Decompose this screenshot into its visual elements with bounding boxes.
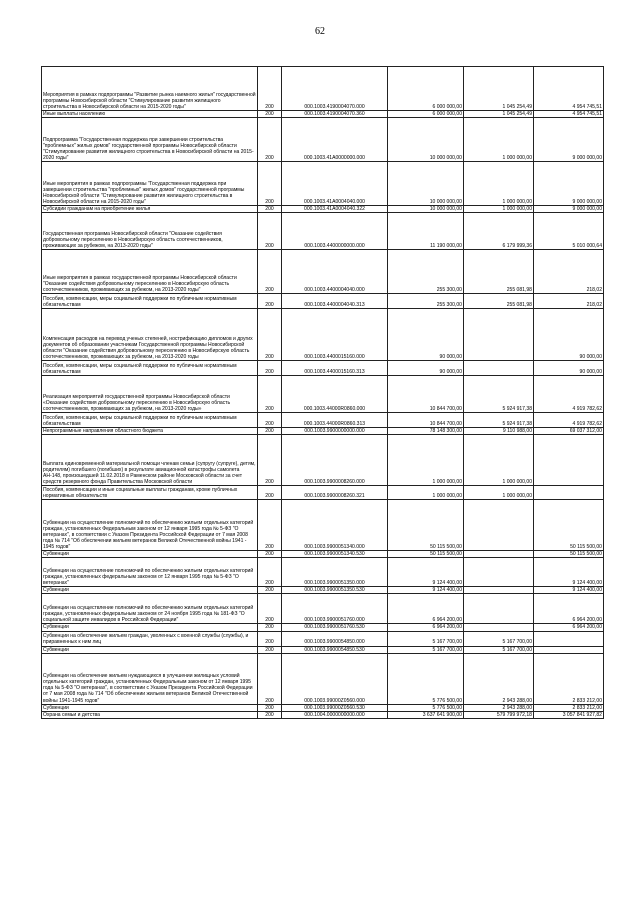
table-row: [42, 67, 604, 111]
row-executed-amount: 5 167 700,00: [464, 646, 534, 653]
row-name: Иные выплаты населению: [42, 111, 258, 118]
row-executed-amount: 1 000 000,00: [464, 486, 534, 500]
row-remaining-amount: 218,02: [534, 294, 604, 309]
row-name: Подпрограмма "Государственная поддержка при завершении строительства "проблемных" жилых домов" государственной программы Новосибирской области "Стимулирование развития жилищного строительства в Новосибирской области на 2015-2020 годы": [42, 118, 258, 162]
row-kbk: 000.1003.99000Z0560.530: [282, 704, 388, 711]
row-plan-amount: 90 000,00: [388, 309, 464, 361]
row-name: Непрограммные направления областного бюджета: [42, 428, 258, 435]
row-kbk: 000.1003.9900051340.000: [282, 500, 388, 551]
row-executed-amount: [464, 624, 534, 631]
budget-table-body: [42, 67, 604, 719]
row-plan-amount: 10 000 000,00: [388, 118, 464, 162]
row-code: 200: [258, 587, 282, 594]
row-remaining-amount: 2 833 212,00: [534, 704, 604, 711]
row-remaining-amount: 6 964 200,00: [534, 624, 604, 631]
row-name: Субвенции: [42, 704, 258, 711]
row-plan-amount: 90 000,00: [388, 361, 464, 376]
row-remaining-amount: 2 833 212,00: [534, 653, 604, 704]
row-name: Субвенции: [42, 646, 258, 653]
row-remaining-amount: 3 057 841 927,82: [534, 711, 604, 718]
row-plan-amount: 255 300,00: [388, 294, 464, 309]
row-plan-amount: 5 167 700,00: [388, 646, 464, 653]
row-remaining-amount: 9 000 000,00: [534, 162, 604, 206]
row-remaining-amount: 69 037 312,00: [534, 428, 604, 435]
row-name: Субвенции на осуществление полномочий по обеспечению жильем отдельных категорий граждан, установленных Федеральным законом от 12 января 1995 года № 5-ФЗ "О ветеранах", в соответствии с Указом Президента Российской Федерации от 7 мая 2008 года № 714 "Об обеспечении жильем ветеранов Великой Отечественной войны 1941 - 1945 годов": [42, 500, 258, 551]
row-kbk: 000.1003.4400004040.000: [282, 250, 388, 294]
row-name: Субвенции: [42, 587, 258, 594]
row-code: 200: [258, 206, 282, 213]
row-plan-amount: 255 300,00: [388, 250, 464, 294]
table-row: [42, 704, 604, 711]
row-plan-amount: 9 124 400,00: [388, 558, 464, 587]
table-row: [42, 631, 604, 646]
page-number: 62: [315, 26, 325, 37]
row-plan-amount: 10 000 000,00: [388, 162, 464, 206]
row-kbk: 000.1003.9900000000.000: [282, 428, 388, 435]
row-remaining-amount: 50 115 500,00: [534, 500, 604, 551]
row-remaining-amount: [534, 631, 604, 646]
row-executed-amount: 255 081,98: [464, 250, 534, 294]
row-kbk: 000.1003.9900051760.000: [282, 594, 388, 624]
row-kbk: 000.1003.44000R0860.313: [282, 413, 388, 428]
table-row: [42, 376, 604, 413]
row-code: 200: [258, 594, 282, 624]
row-name: Пособия, компенсации и иные социальные выплаты гражданам, кроме публичных нормативных обязательств: [42, 486, 258, 500]
row-remaining-amount: 4 919 782,62: [534, 413, 604, 428]
table-row: [42, 428, 604, 435]
row-code: 200: [258, 704, 282, 711]
row-code: 200: [258, 213, 282, 250]
row-code: 200: [258, 435, 282, 486]
row-name: Субвенции на осуществление полномочий по обеспечению жильем отдельных категорий граждан, установленных федеральным законом от 12 января 1995 года № 5-ФЗ "О ветеранах": [42, 558, 258, 587]
table-row: [42, 624, 604, 631]
row-plan-amount: 10 000 000,00: [388, 206, 464, 213]
row-plan-amount: 6 964 200,00: [388, 624, 464, 631]
table-row: [42, 646, 604, 653]
row-code: 200: [258, 500, 282, 551]
row-name: Компенсация расходов на перевод ученых степеней, нострификацию дипломов и других документов об образовании участникам Государственной программы Новосибирской области "Оказание содействия добровольному переселению в Новосибирскую область соотечественников, проживающих за рубежом, на 2013-2020 годы: [42, 309, 258, 361]
row-executed-amount: 1 000 000,00: [464, 162, 534, 206]
row-kbk: 000.1003.4400015160.000: [282, 309, 388, 361]
row-plan-amount: 10 844 700,00: [388, 376, 464, 413]
row-executed-amount: 9 110 988,00: [464, 428, 534, 435]
row-remaining-amount: [534, 486, 604, 500]
row-plan-amount: 5 167 700,00: [388, 631, 464, 646]
row-executed-amount: 579 799 972,18: [464, 711, 534, 718]
row-name: Мероприятия в рамках подпрограммы "Развитие рынка наемного жилья" государственной программы Новосибирской области "Стимулирование развития жилищного строительства в Новосибирской области на 2015-2020 годы": [42, 67, 258, 111]
row-kbk: 000.1003.41А0004040.000: [282, 162, 388, 206]
row-code: 200: [258, 558, 282, 587]
table-row: [42, 213, 604, 250]
row-code: 200: [258, 646, 282, 653]
row-kbk: 000.1003.9900051350.000: [282, 558, 388, 587]
row-name: Пособия, компенсации, меры социальной поддержки по публичным нормативным обязательствам: [42, 294, 258, 309]
row-executed-amount: 1 045 254,49: [464, 67, 534, 111]
row-code: 200: [258, 653, 282, 704]
row-executed-amount: [464, 594, 534, 624]
row-plan-amount: 6 000 000,00: [388, 111, 464, 118]
row-kbk: 000.1003.41А0004040.322: [282, 206, 388, 213]
row-executed-amount: [464, 551, 534, 558]
row-executed-amount: 5 167 700,00: [464, 631, 534, 646]
row-remaining-amount: 9 000 000,00: [534, 206, 604, 213]
row-name: Иные мероприятия в рамках государственной программы Новосибирской области "Оказание содействия добровольному переселению в Новосибирскую область соотечественников, проживающих за рубежом, на 2013-2020 годы": [42, 250, 258, 294]
row-executed-amount: [464, 558, 534, 587]
table-row: [42, 711, 604, 718]
row-code: 200: [258, 428, 282, 435]
row-kbk: 000.1003.4400004040.313: [282, 294, 388, 309]
row-code: 200: [258, 711, 282, 718]
row-plan-amount: 3 637 641 900,00: [388, 711, 464, 718]
row-name: Субвенции на обеспечение жильем нуждающихся в улучшении жилищных условий отдельных категорий граждан, установленных Федеральным законом от 12 января 1995 года № 5-ФЗ "О ветеранах", в соответствии с Указом Президента Российской Федерации от 7 мая 2008 года № 714 "Об обеспечении жильем ветеранов Великой Отечественной войны 1941-1945 годов": [42, 653, 258, 704]
table-row: [42, 118, 604, 162]
row-executed-amount: 1 000 000,00: [464, 118, 534, 162]
row-code: 200: [258, 294, 282, 309]
row-name: Государственная программа Новосибирской области "Оказание содействия добровольному переселению в Новосибирскую область соотечественников, проживающих за рубежом, на 2013-2020 годы": [42, 213, 258, 250]
row-plan-amount: 9 124 400,00: [388, 587, 464, 594]
table-row: [42, 309, 604, 361]
row-code: 200: [258, 309, 282, 361]
row-executed-amount: [464, 587, 534, 594]
row-plan-amount: 5 776 500,00: [388, 704, 464, 711]
row-kbk: 000.1003.4400015160.313: [282, 361, 388, 376]
row-plan-amount: 6 000 000,00: [388, 67, 464, 111]
row-executed-amount: 2 943 288,00: [464, 704, 534, 711]
table-row: [42, 111, 604, 118]
row-name: Субвенции на осуществление полномочий по обеспечению жильем отдельных категорий граждан, установленных федеральным законом от 24 ноября 1995 года № 181-ФЗ "О социальной защите инвалидов в Российской Федерации": [42, 594, 258, 624]
row-plan-amount: 50 115 500,00: [388, 551, 464, 558]
row-remaining-amount: 5 010 000,64: [534, 213, 604, 250]
row-name: Субвенции: [42, 624, 258, 631]
table-row: [42, 653, 604, 704]
row-executed-amount: 1 045 254,49: [464, 111, 534, 118]
row-kbk: 000.1003.9900051340.530: [282, 551, 388, 558]
row-code: 200: [258, 624, 282, 631]
row-name: Субвенции на обеспечение жильем граждан, уволенных с военной службы (службы), и приравненных к ним лиц: [42, 631, 258, 646]
row-code: 200: [258, 361, 282, 376]
row-executed-amount: 6 179 999,36: [464, 213, 534, 250]
table-row: [42, 294, 604, 309]
table-row: [42, 551, 604, 558]
row-executed-amount: 255 081,98: [464, 294, 534, 309]
row-code: 200: [258, 250, 282, 294]
row-executed-amount: 5 924 917,38: [464, 376, 534, 413]
row-plan-amount: 6 964 200,00: [388, 594, 464, 624]
table-row: [42, 587, 604, 594]
row-kbk: 000.1003.9900054850.000: [282, 631, 388, 646]
row-remaining-amount: 4 919 782,62: [534, 376, 604, 413]
row-remaining-amount: 218,02: [534, 250, 604, 294]
row-kbk: 000.1003.9900008260.321: [282, 486, 388, 500]
row-code: 200: [258, 486, 282, 500]
row-name: Субвенции: [42, 551, 258, 558]
row-kbk: 000.1003.9900008260.000: [282, 435, 388, 486]
row-name: Пособия, компенсации, меры социальной поддержки по публичным нормативным обязательствам: [42, 413, 258, 428]
row-code: 200: [258, 551, 282, 558]
row-code: 200: [258, 376, 282, 413]
table-row: [42, 435, 604, 486]
row-kbk: 000.1003.41А0000000.000: [282, 118, 388, 162]
row-code: 200: [258, 67, 282, 111]
row-remaining-amount: 9 124 400,00: [534, 587, 604, 594]
row-plan-amount: 78 148 300,00: [388, 428, 464, 435]
row-code: 200: [258, 111, 282, 118]
row-remaining-amount: 4 954 745,51: [534, 67, 604, 111]
row-kbk: 000.1003.44000R0860.000: [282, 376, 388, 413]
table-row: [42, 413, 604, 428]
row-name: Охрана семьи и детства: [42, 711, 258, 718]
row-code: 200: [258, 631, 282, 646]
row-executed-amount: [464, 500, 534, 551]
row-remaining-amount: [534, 646, 604, 653]
table-row: [42, 558, 604, 587]
row-kbk: 000.1004.0000000000.000: [282, 711, 388, 718]
row-plan-amount: 1 000 000,00: [388, 486, 464, 500]
row-executed-amount: 2 943 288,00: [464, 653, 534, 704]
row-plan-amount: 10 844 700,00: [388, 413, 464, 428]
row-remaining-amount: 9 124 400,00: [534, 558, 604, 587]
row-executed-amount: 5 924 917,38: [464, 413, 534, 428]
table-row: [42, 500, 604, 551]
row-executed-amount: [464, 309, 534, 361]
row-remaining-amount: 90 000,00: [534, 361, 604, 376]
row-remaining-amount: 50 115 500,00: [534, 551, 604, 558]
row-code: 200: [258, 162, 282, 206]
row-plan-amount: 5 776 500,00: [388, 653, 464, 704]
row-kbk: 000.1003.4190004070.360: [282, 111, 388, 118]
row-remaining-amount: 4 954 745,51: [534, 111, 604, 118]
row-kbk: 000.1003.99000Z0560.000: [282, 653, 388, 704]
table-row: [42, 162, 604, 206]
row-code: 200: [258, 413, 282, 428]
table-row: [42, 594, 604, 624]
row-executed-amount: [464, 361, 534, 376]
table-row: [42, 206, 604, 213]
row-name: Пособия, компенсации, меры социальной поддержки по публичным нормативным обязательствам: [42, 361, 258, 376]
row-plan-amount: 11 190 000,00: [388, 213, 464, 250]
row-kbk: 000.1003.4400000000.000: [282, 213, 388, 250]
row-name: Выплата единовременной материальной помощи членам семьи (супругу (супруге), детям, родителям) погибшего (погибших) в результате авиационной катастрофы самолета АН-148, произошедшей 11.02.2018 в Раменском районе Московской области за счет средств резервного фонда Правительства Московской области: [42, 435, 258, 486]
row-kbk: 000.1003.9900051350.530: [282, 587, 388, 594]
budget-table: [41, 66, 604, 719]
row-remaining-amount: 90 000,00: [534, 309, 604, 361]
row-remaining-amount: [534, 435, 604, 486]
table-row: [42, 361, 604, 376]
row-name: Реализация мероприятий государственной программы Новосибирской области «Оказание содействия добровольному переселению в Новосибирскую область соотечественников, проживающих за рубежом, на 2013-2020 годы»: [42, 376, 258, 413]
row-code: 200: [258, 118, 282, 162]
row-plan-amount: 50 115 500,00: [388, 500, 464, 551]
row-remaining-amount: 6 964 200,00: [534, 594, 604, 624]
row-name: Субсидии гражданам на приобретение жилья: [42, 206, 258, 213]
row-kbk: 000.1003.4190004070.000: [282, 67, 388, 111]
row-name: Иные мероприятия в рамках подпрограммы "Государственная поддержка при завершении строительства "проблемных" жилых домов" государственной программы Новосибирской области "Стимулирование развития жилищного строительства в Новосибирской области на 2015-2020 годы": [42, 162, 258, 206]
row-kbk: 000.1003.9900051760.530: [282, 624, 388, 631]
table-row: [42, 486, 604, 500]
row-executed-amount: 1 000 000,00: [464, 435, 534, 486]
row-executed-amount: 1 000 000,00: [464, 206, 534, 213]
table-row: [42, 250, 604, 294]
row-remaining-amount: 9 000 000,00: [534, 118, 604, 162]
row-plan-amount: 1 000 000,00: [388, 435, 464, 486]
row-kbk: 000.1003.9900054850.530: [282, 646, 388, 653]
